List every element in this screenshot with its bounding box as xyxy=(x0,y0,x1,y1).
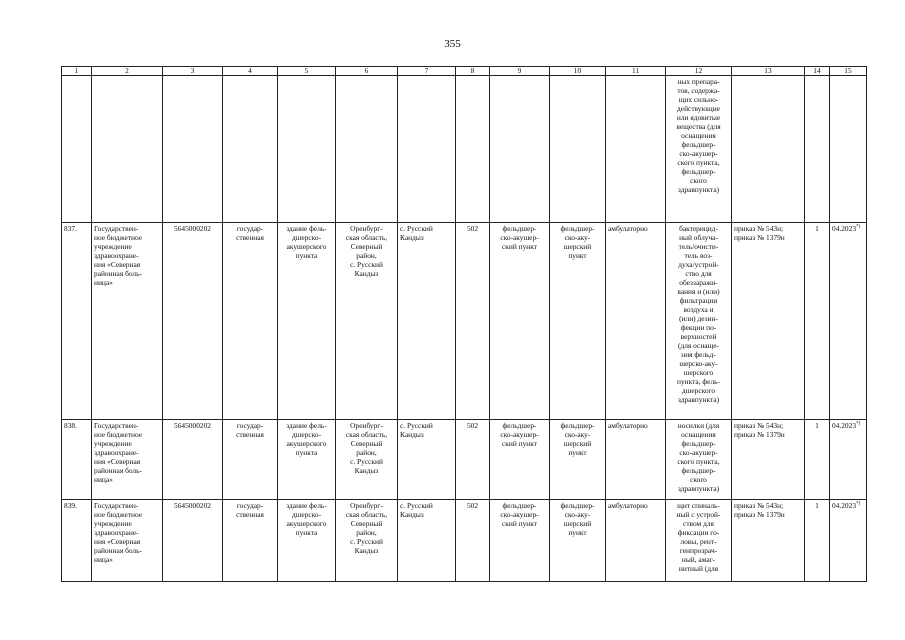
cell-date: 04.2023*) xyxy=(830,420,867,500)
cell-inn: 5645000202 xyxy=(163,223,223,420)
cell-address: Оренбург- ская область, Северный район, с. Русский Кандыз xyxy=(336,420,398,500)
cell-quantity: 1 xyxy=(805,223,830,420)
cell-care-form: амбулаторно xyxy=(606,223,666,420)
column-header-inn: 3 xyxy=(163,67,223,76)
column-header-locality: 7 xyxy=(398,67,456,76)
cell-building: здание фель- дшерско- акушерского пункта xyxy=(278,223,336,420)
cell-code: 502 xyxy=(456,500,490,582)
column-header-legal-basis: 13 xyxy=(732,67,805,76)
column-header-code: 8 xyxy=(456,67,490,76)
cell-unit-type xyxy=(490,76,550,223)
cell-subunit xyxy=(550,76,606,223)
cell-locality: с. Русский Кандыз xyxy=(398,223,456,420)
cell-code: 502 xyxy=(456,420,490,500)
cell-equipment: бактерицид- ный облуча- тель/очисти- тель воз- духа/устрой- ство для обеззаражи- вания и (или) фильтрации воздуха и (или) дезин- фекции по- верхностей (для оснаще- ния фельд- шерско-аку- шерского пункта, фель- дшерского здравпункта) xyxy=(666,223,732,420)
cell-subunit: фельдшер- ско-аку- шерский пункт xyxy=(550,420,606,500)
cell-num: 839. xyxy=(62,500,92,582)
column-header-num: 1 xyxy=(62,67,92,76)
cell-unit-type: фельдшер- ско-акушер- ский пункт xyxy=(490,223,550,420)
table-row xyxy=(62,223,867,420)
cell-equipment: носилки (для оснащения фельдшер- ско-акушер- ского пункта, фельдшер- ского здравпункта) xyxy=(666,420,732,500)
cell-equipment: щит спиналь- ный с устрой- ством для фиксации го- ловы, рент- генпрозрач- ный, амаг- нитный (для xyxy=(666,500,732,582)
cell-date xyxy=(830,76,867,223)
cell-care-form xyxy=(606,76,666,223)
cell-inn: 5645000202 xyxy=(163,500,223,582)
column-header-date: 15 xyxy=(830,67,867,76)
cell-ownership: государ- ственная xyxy=(223,420,278,500)
table-row xyxy=(62,76,867,223)
column-header-unit-type: 9 xyxy=(490,67,550,76)
cell-equipment: ных препара- тов, содержа- щих сильно- действующие или ядовитые вещества (для оснащения фельдшер- ско-акушер- ского пункта, фельдшер- ского здравпункта) xyxy=(666,76,732,223)
cell-organization xyxy=(92,76,163,223)
column-header-subunit: 10 xyxy=(550,67,606,76)
equipment-table xyxy=(61,66,867,582)
column-header-address: 6 xyxy=(336,67,398,76)
cell-care-form: амбулаторно xyxy=(606,500,666,582)
cell-ownership: государ- ственная xyxy=(223,223,278,420)
column-header-building: 5 xyxy=(278,67,336,76)
cell-num: 838. xyxy=(62,420,92,500)
cell-legal-basis: приказ № 543н; приказ № 1379н xyxy=(732,420,805,500)
cell-code xyxy=(456,76,490,223)
column-header-equipment: 12 xyxy=(666,67,732,76)
cell-unit-type: фельдшер- ско-акушер- ский пункт xyxy=(490,500,550,582)
cell-quantity: 1 xyxy=(805,500,830,582)
cell-address xyxy=(336,76,398,223)
cell-date: 04.2023*) xyxy=(830,500,867,582)
cell-date: 04.2023*) xyxy=(830,223,867,420)
cell-quantity: 1 xyxy=(805,420,830,500)
cell-organization: Государствен- ное бюджетное учреждение здравоохране- ния «Северная районная боль- ница» xyxy=(92,223,163,420)
cell-locality: с. Русский Кандыз xyxy=(398,420,456,500)
cell-num xyxy=(62,76,92,223)
cell-legal-basis: приказ № 543н; приказ № 1379н xyxy=(732,223,805,420)
cell-unit-type: фельдшер- ско-акушер- ский пункт xyxy=(490,420,550,500)
cell-ownership xyxy=(223,76,278,223)
cell-quantity xyxy=(805,76,830,223)
cell-legal-basis xyxy=(732,76,805,223)
table-row xyxy=(62,500,867,582)
cell-locality: с. Русский Кандыз xyxy=(398,500,456,582)
cell-subunit: фельдшер- ско-аку- шерский пункт xyxy=(550,223,606,420)
cell-legal-basis: приказ № 543н; приказ № 1379н xyxy=(732,500,805,582)
page-number: 355 xyxy=(444,38,461,50)
column-header-organization: 2 xyxy=(92,67,163,76)
cell-code: 502 xyxy=(456,223,490,420)
cell-building: здание фель- дшерско- акушерского пункта xyxy=(278,500,336,582)
cell-care-form: амбулаторно xyxy=(606,420,666,500)
cell-building xyxy=(278,76,336,223)
header-row xyxy=(62,67,867,76)
cell-inn xyxy=(163,76,223,223)
cell-address: Оренбург- ская область, Северный район, с. Русский Кандыз xyxy=(336,223,398,420)
cell-num: 837. xyxy=(62,223,92,420)
column-header-care-form: 11 xyxy=(606,67,666,76)
table-row xyxy=(62,420,867,500)
cell-subunit: фельдшер- ско-аку- шерский пункт xyxy=(550,500,606,582)
cell-ownership: государ- ственная xyxy=(223,500,278,582)
cell-building: здание фель- дшерско- акушерского пункта xyxy=(278,420,336,500)
cell-organization: Государствен- ное бюджетное учреждение здравоохране- ния «Северная районная боль- ница» xyxy=(92,420,163,500)
column-header-quantity: 14 xyxy=(805,67,830,76)
cell-inn: 5645000202 xyxy=(163,420,223,500)
cell-locality xyxy=(398,76,456,223)
cell-address: Оренбург- ская область, Северный район, с. Русский Кандыз xyxy=(336,500,398,582)
column-header-ownership: 4 xyxy=(223,67,278,76)
cell-organization: Государствен- ное бюджетное учреждение здравоохране- ния «Северная районная боль- ница» xyxy=(92,500,163,582)
